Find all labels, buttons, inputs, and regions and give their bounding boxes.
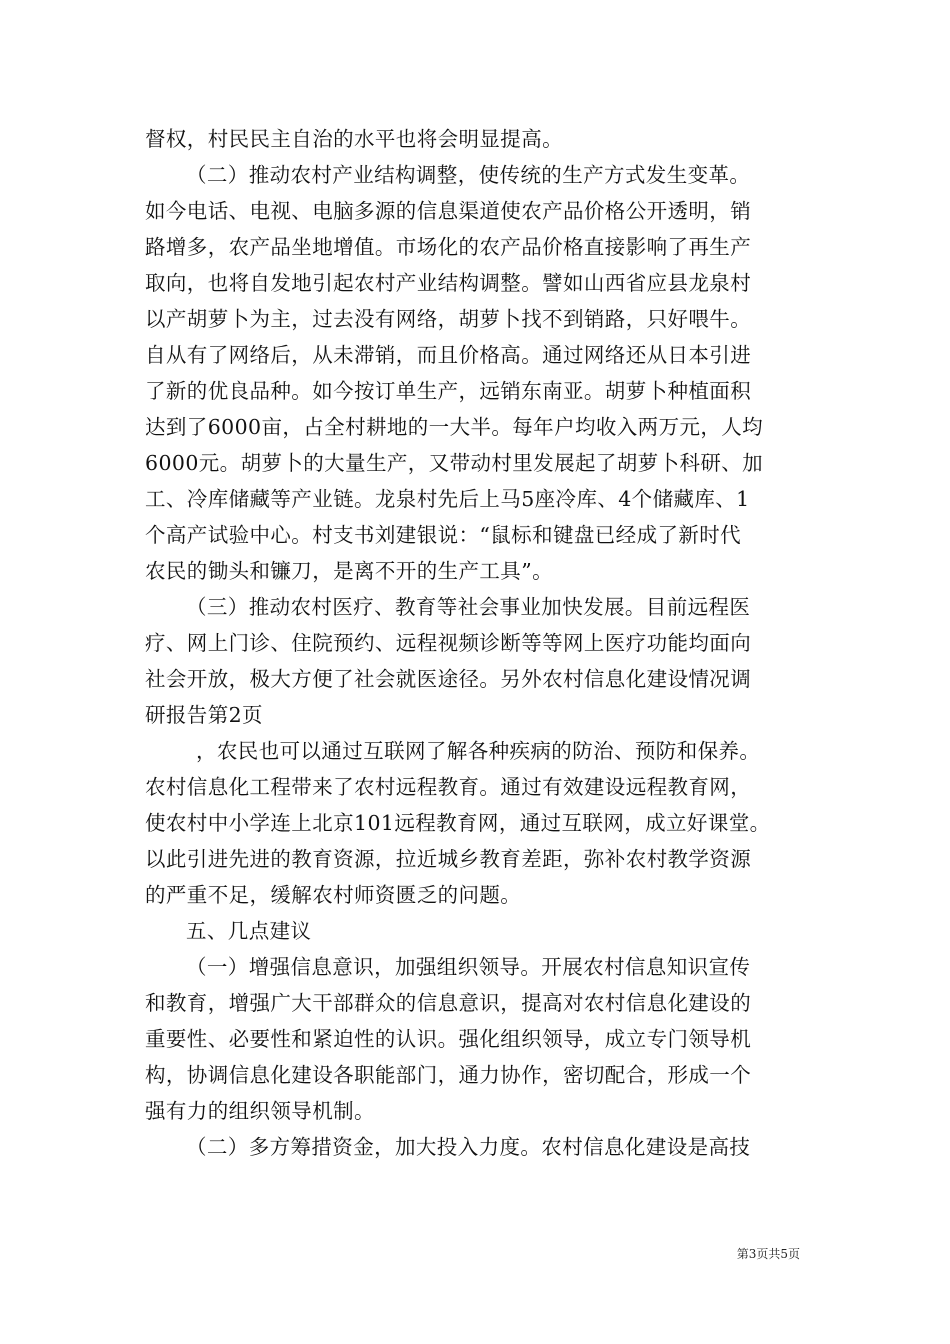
section-heading: 五、几点建议 [186, 919, 312, 943]
text-line: 路增多，农产品坐地增值。市场化的农产品价格直接影响了再生产 [145, 235, 752, 259]
text-line: 农村信息化工程带来了农村远程教育。通过有效建设远程教育网， [145, 775, 752, 799]
text-line: 疗、网上门诊、住院预约、远程视频诊断等等网上医疗功能均面向 [145, 631, 752, 655]
text-line: 和教育，增强广大干部群众的信息意识，提高对农村信息化建设的 [145, 991, 752, 1015]
text-line: 6000元。胡萝卜的大量生产，又带动村里发展起了胡萝卜科研、加 [145, 451, 764, 475]
text-line: 取向，也将自发地引起农村产业结构调整。譬如山西省应县龙泉村 [145, 271, 752, 295]
text-line: 工、冷库储藏等产业链。龙泉村先后上马5座冷库、4个储藏库、1 [145, 487, 750, 511]
text-line: 农民的锄头和镰刀，是离不开的生产工具”。 [145, 559, 553, 583]
paragraph-heading: （三）推动农村医疗、教育等社会事业加快发展。目前远程医 [186, 595, 751, 619]
text-line: 社会开放，极大方便了社会就医途径。另外农村信息化建设情况调 [145, 667, 752, 691]
paragraph-heading: （二）多方筹措资金，加大投入力度。农村信息化建设是高技 [186, 1135, 751, 1159]
text-line: 自从有了网络后，从未滞销，而且价格高。通过网络还从日本引进 [145, 343, 752, 367]
page-number: 第3页共5页 [736, 1247, 800, 1261]
text-line: 如今电话、电视、电脑多源的信息渠道使农产品价格公开透明，销 [145, 199, 752, 223]
text-line: 以此引进先进的教育资源，拉近城乡教育差距，弥补农村教学资源 [145, 847, 752, 871]
text-line: 以产胡萝卜为主，过去没有网络，胡萝卜找不到销路，只好喂牛。 [145, 307, 752, 331]
text-line: 督权，村民民主自治的水平也将会明显提高。 [145, 127, 563, 151]
text-line: 达到了6000亩，占全村耕地的一大半。每年户均收入两万元，人均 [145, 415, 764, 439]
text-line: 重要性、必要性和紧迫性的认识。强化组织领导，成立专门领导机 [145, 1027, 752, 1051]
text-line: ，农民也可以通过互联网了解各种疾病的防治、预防和保养。 [196, 739, 761, 763]
paragraph-heading: （一）增强信息意识，加强组织领导。开展农村信息知识宣传 [186, 955, 751, 979]
paragraph-heading: （二）推动农村产业结构调整，使传统的生产方式发生变革。 [186, 163, 751, 187]
text-line: 的严重不足，缓解农村师资匮乏的问题。 [145, 883, 522, 907]
text-line: 研报告第2页 [145, 703, 263, 727]
text-line: 了新的优良品种。如今按订单生产，远销东南亚。胡萝卜种植面积 [145, 379, 752, 403]
text-line: 构，协调信息化建设各职能部门，通力协作，密切配合，形成一个 [145, 1063, 752, 1087]
text-line: 强有力的组织领导机制。 [145, 1099, 375, 1123]
text-line: 使农村中小学连上北京101远程教育网，通过互联网，成立好课堂。 [145, 811, 771, 835]
text-line: 个高产试验中心。村支书刘建银说：“鼠标和键盘已经成了新时代 [145, 523, 742, 547]
